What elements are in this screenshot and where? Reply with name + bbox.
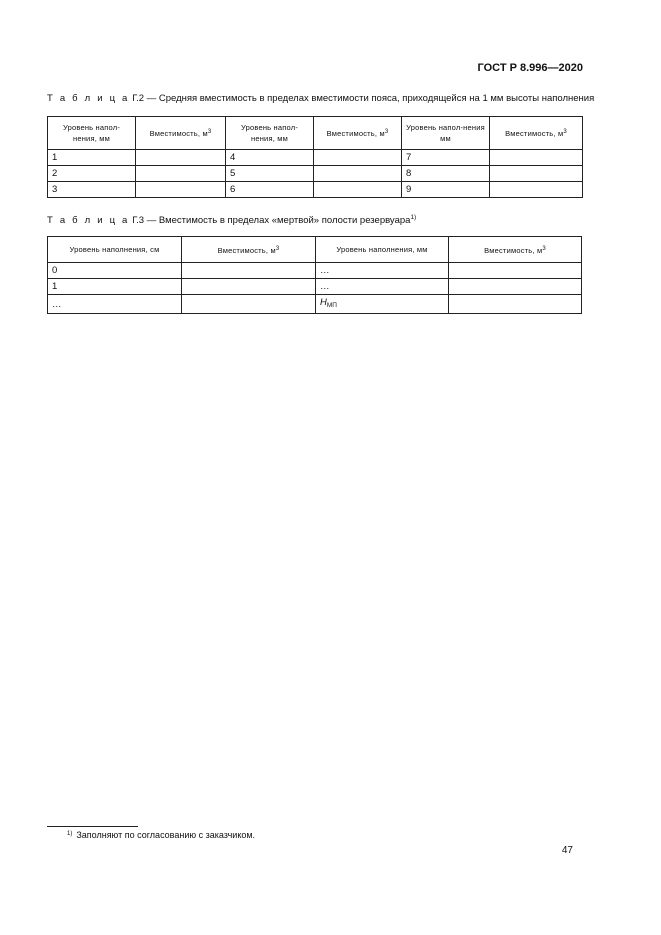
footnote-divider [47,826,138,827]
footnote-marker: 1) [67,831,73,837]
table-g2-header: Вместимость, $м^3$ [136,117,226,150]
table-cell: 4 [226,150,314,166]
table-cell [449,263,582,279]
table-cell: 6 [226,182,314,198]
table-cell [314,182,402,198]
table-cell: 9 [402,182,490,198]
table-g2-header: Уровень напол-нения мм [402,117,490,150]
table-g3-header-row [48,237,582,263]
table-cell: 7 [402,150,490,166]
table-cell: … [316,279,449,295]
table-cell: 1 [48,150,136,166]
table-g3-header: Вместимость, $м^3$ [182,237,316,263]
document-code: ГОСТ Р 8.996—2020 [477,62,583,74]
table-cell [182,263,316,279]
table-g3-caption [47,214,416,226]
table-cell-h-mp: $H_{МП}$ [316,295,449,314]
table-g2-header: Уровень напол-нения, мм [226,117,314,150]
table-cell: … [48,295,182,314]
table-row [48,279,582,295]
footnote [67,830,255,840]
table-g2-caption-label: Т а б л и ц а [47,93,130,104]
table-g3-header: Уровень наполнения, мм [316,237,449,263]
table-row [48,263,582,279]
table-cell [182,279,316,295]
table-cell [136,166,226,182]
footnote-text: Заполняют по согласованию с заказчиком. [76,830,256,840]
table-g2-header: Вместимость, $м^3$ [490,117,583,150]
table-cell [490,150,583,166]
table-row [48,182,583,198]
table-cell: 0 [48,263,182,279]
table-g3-header: Вместимость, $м^3$ [449,237,582,263]
table-g2-header: Вместимость, $м^3$ [314,117,402,150]
table-cell [314,166,402,182]
table-g3-header: Уровень наполнения, см [48,237,182,263]
table-g2-header: Уровень напол-нения, мм [48,117,136,150]
table-cell [490,166,583,182]
table-cell [449,295,582,314]
table-cell: 1 [48,279,182,295]
table-g2-caption-text: Г.2 — Средняя вместимость в пределах вместимости пояса, приходящейся на 1 мм высоты наполнения [132,93,595,104]
table-cell [136,150,226,166]
table-cell: 8 [402,166,490,182]
table-g3-caption-label: Т а б л и ц а [47,215,130,226]
table-g2-header-row [48,117,583,150]
table-g3 [47,236,582,314]
page-number: 47 [561,845,573,856]
table-g2 [47,116,583,198]
table-cell [314,150,402,166]
table-cell [182,295,316,314]
table-cell: 2 [48,166,136,182]
table-g3-caption-text: Г.3 — Вместимость в пределах «мертвой» полости резервуара [132,215,411,226]
table-cell: … [316,263,449,279]
table-cell [449,279,582,295]
table-cell [490,182,583,198]
table-row [48,150,583,166]
table-cell: 5 [226,166,314,182]
table-row [48,295,582,314]
table-cell: 3 [48,182,136,198]
table-row [48,166,583,182]
table-cell [136,182,226,198]
table-g2-caption [47,93,594,104]
footnote-ref: 1) [410,214,417,221]
